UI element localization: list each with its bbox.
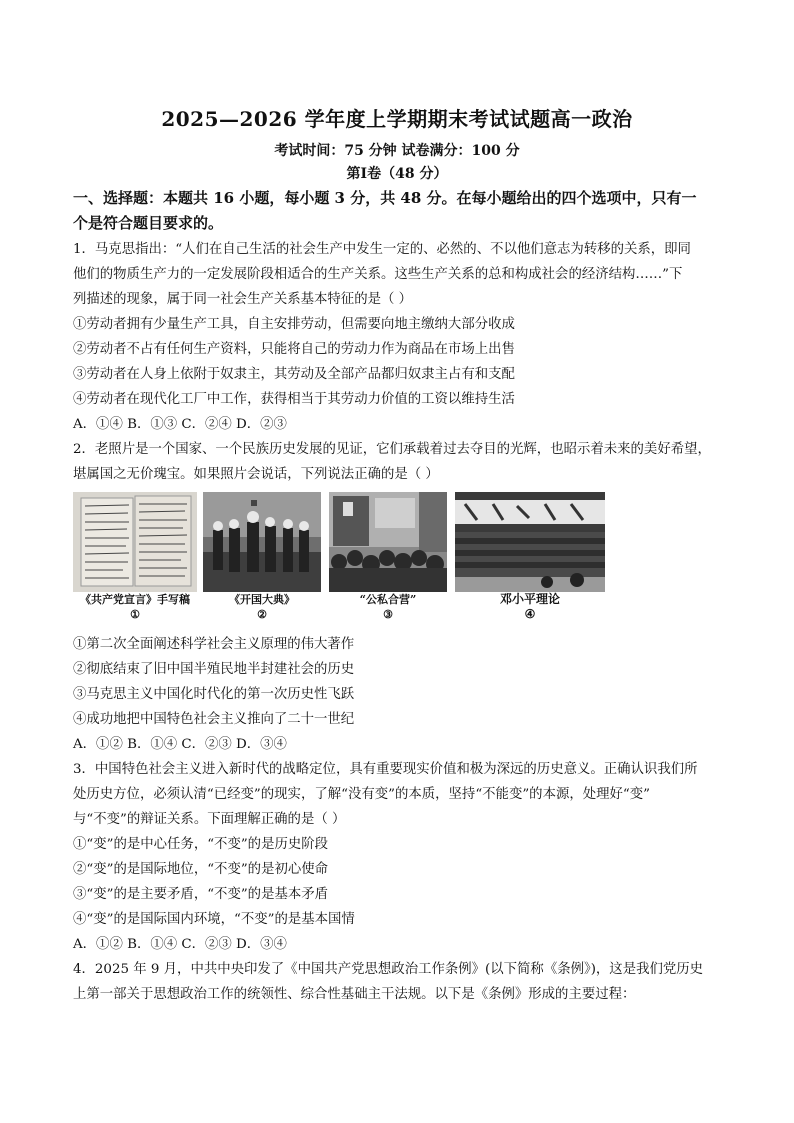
q2-answers: A．①② B．①④ C．②③ D．③④ (73, 737, 287, 752)
q3-option-1: ①“变”的是中心任务，“不变”的是历史阶段 (73, 837, 329, 852)
section-heading-line1: 一、选择题：本题共 16 小题，每小题 3 分，共 48 分。在每小题给出的四个选项中，只有一 (73, 189, 697, 207)
section-heading-line2: 个是符合题目要求的。 (73, 214, 224, 232)
photo-caption-4: 邓小平理论 ④ (499, 592, 560, 621)
q1-stem-line2: 他们的物质生产力的一定发展阶段相适合的生产关系。这些生产关系的总和构成社会的经济结构……”下 (73, 267, 683, 282)
manuscript-photo (73, 492, 197, 592)
q3-option-2: ②“变”的是国际地位，“不变”的是初心使命 (73, 862, 329, 877)
q2-stem-line2: 堪属国之无价瑰宝。如果照片会说话，下列说法正确的是（ ） (73, 467, 439, 482)
q1-answers: A．①④ B．①③ C．②④ D．②③ (73, 417, 287, 432)
q1-stem-line3: 列描述的现象，属于同一社会生产关系基本特征的是（ ） (73, 292, 413, 307)
photo-caption-2: 《开国大典》 ② (229, 593, 295, 621)
q3-stem-line1: 3．中国特色社会主义进入新时代的战略定位，具有重要现实价值和极为深远的历史意义。正确认识我们所 (73, 762, 698, 777)
deng-theory-photo (455, 492, 605, 592)
q1-option-2: ②劳动者不占有任何生产资料，只能将自己的劳动力作为商品在市场上出售 (73, 342, 515, 357)
q3-stem-line2: 处历史方位，必须认清“已经变”的现实，了解“没有变”的本质，坚持“不能变”的本源，处理好“变” (73, 787, 650, 802)
q1-option-4: ④劳动者在现代化工厂中工作，获得相当于其劳动力价值的工资以维持生活 (73, 392, 515, 407)
q3-option-3: ③“变”的是主要矛盾，“不变”的是基本矛盾 (73, 887, 329, 902)
founding-ceremony-photo (203, 492, 321, 592)
q2-option-1: ①第二次全面阐述科学社会主义原理的伟大著作 (73, 637, 355, 652)
q1-option-3: ③劳动者在人身上依附于奴隶主，其劳动及全部产品都归奴隶主占有和支配 (73, 367, 515, 382)
q1-stem-line1: 1．马克思指出：“人们在自己生活的社会生产中发生一定的、必然的、不以他们意志为转移的关系，即同 (73, 242, 691, 257)
photo-caption-3: “公私合营” ③ (359, 593, 417, 621)
joint-venture-photo (329, 492, 447, 592)
volume-label: 第Ⅰ卷（48 分） (346, 166, 448, 182)
q2-option-3: ③马克思主义中国化时代化的第一次历史性飞跃 (73, 687, 355, 702)
q4-stem-line1: 4．2025 年 9 月，中共中央印发了《中国共产党思想政治工作条例》(以下简称《条例》)，这是我们党历史 (73, 962, 704, 977)
q2-option-2: ②彻底结束了旧中国半殖民地半封建社会的历史 (73, 662, 355, 677)
q4-stem-line2: 上第一部关于思想政治工作的统领性、综合性基础主干法规。以下是《条例》形成的主要过程： (73, 987, 636, 1002)
photo-caption-1: 《共产党宣言》手写稿 ① (80, 593, 190, 621)
q3-stem-line3: 与“不变”的辩证关系。下面理解正确的是（ ） (73, 812, 346, 827)
photo-strip (73, 492, 605, 626)
q3-option-4: ④“变”的是国际国内环境，“不变”的是基本国情 (73, 912, 355, 927)
q2-stem-line1: 2．老照片是一个国家、一个民族历史发展的见证，它们承载着过去夺目的光辉，也昭示着未来的美好希望， (73, 442, 711, 457)
page-title: 2025—2026 学年度上学期期末考试试题高一政治 (161, 107, 633, 131)
q1-option-1: ①劳动者拥有少量生产工具，自主安排劳动，但需要向地主缴纳大部分收成 (73, 317, 515, 332)
q2-option-4: ④成功地把中国特色社会主义推向了二十一世纪 (73, 712, 355, 727)
exam-info: 考试时间：75 分钟 试卷满分：100 分 (274, 143, 520, 159)
q3-answers: A．①② B．①④ C．②③ D．③④ (73, 937, 287, 952)
